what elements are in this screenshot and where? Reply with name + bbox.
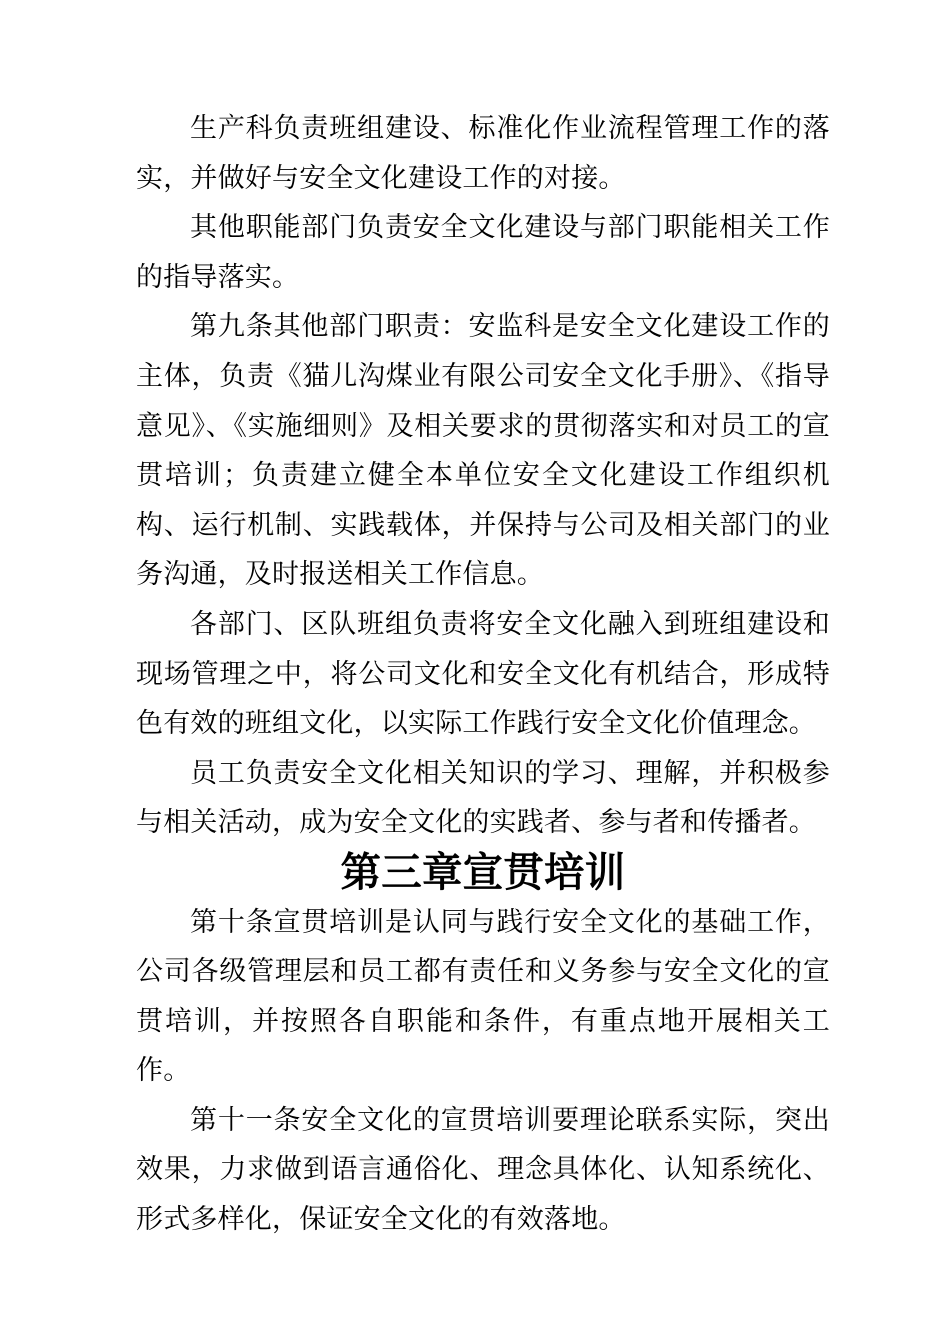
- chapter-heading: 第三章宣贯培训: [340, 847, 626, 896]
- paragraph-production-dept: 生产科负责班组建设、标准化作业流程管理工作的落实，并做好与安全文化建设工作的对接。: [136, 113, 830, 194]
- paragraph-other-functional-depts: 其他职能部门负责安全文化建设与部门职能相关工作的指导落实。: [136, 212, 830, 293]
- paragraph-article-9: 第九条其他部门职责：安监科是安全文化建设工作的主体，负责《猫儿沟煤业有限公司安全文化手册》、《指导意见》、《实施细则》及相关要求的贯彻落实和对员工的宣贯培训；负责建立健全本单位安全文化建设工作组织机构、运行机制、实践载体，并保持与公司及相关部门的业务沟通，及时报送相关工作信息。: [136, 311, 830, 591]
- paragraph-employee-duty: 员工负责安全文化相关知识的学习、理解，并积极参与相关活动，成为安全文化的实践者、参与者和传播者。: [136, 757, 830, 839]
- paragraph-article-11: 第十一条安全文化的宣贯培训要理论联系实际，突出效果，力求做到语言通俗化、理念具体化、认知系统化、形式多样化，保证安全文化的有效落地。: [136, 1104, 830, 1236]
- paragraph-article-10: 第十条宣贯培训是认同与践行安全文化的基础工作，公司各级管理层和员工都有责任和义务参与安全文化的宣贯培训，并按照各自职能和条件，有重点地开展相关工作。: [136, 906, 830, 1087]
- document-page: [136, 104, 830, 1245]
- paragraph-teams-duty: 各部门、区队班组负责将安全文化融入到班组建设和现场管理之中，将公司文化和安全文化有机结合，形成特色有效的班组文化，以实际工作践行安全文化价值理念。: [136, 608, 830, 740]
